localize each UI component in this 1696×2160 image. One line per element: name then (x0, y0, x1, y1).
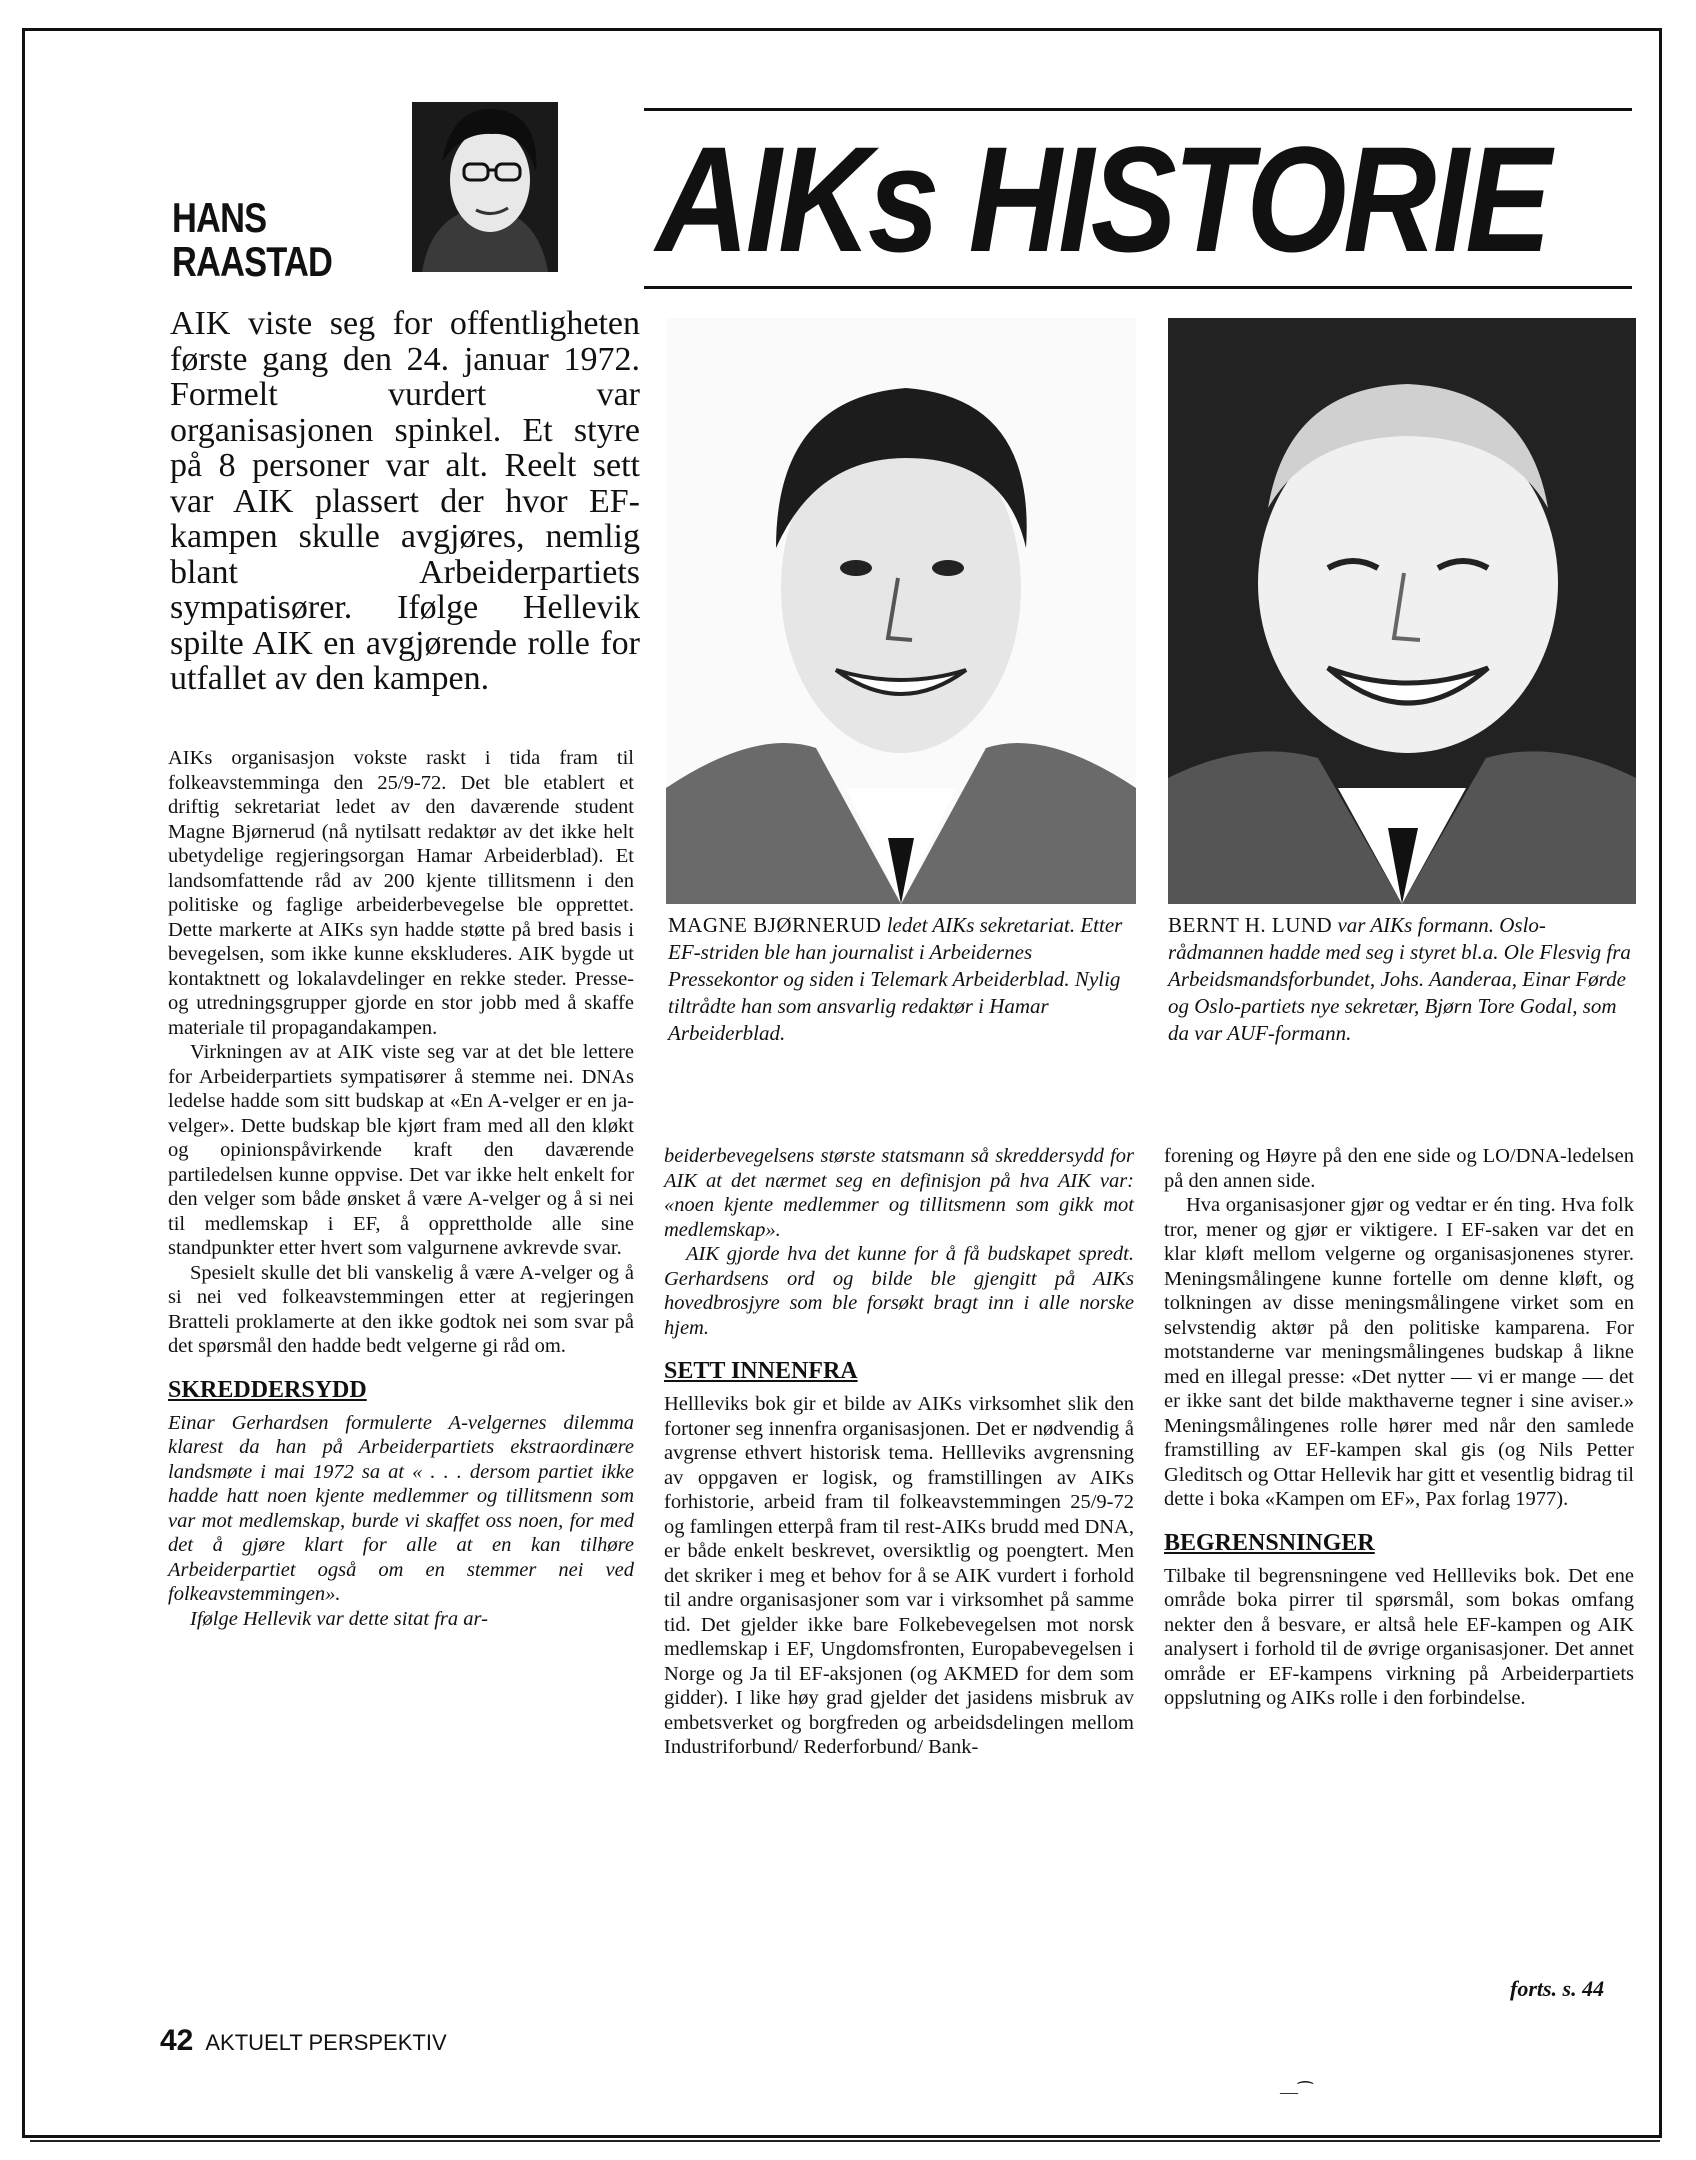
column-2 (664, 1144, 1134, 1760)
bottom-rule (30, 2140, 1660, 2142)
paragraph: Hva organisasjoner gjør og vedtar er én ting. Hva folk tror, mener og gjør er viktigere. I EF-saken var det en klar kløft mellom velgerne og organisasjonenes styrer. Meningsmålingene kunne fortelle om denne kløft, og tolkningen av disse meningsmålingene virket som en selvstendig aktør på den politiske kamparena. For motstanderne var meningsmålingenes budskap å likne med en illegal presse: «Det nytter — vi er mange — det er ikke sant det bilde makthaverne tegner i sine aviser.» Meningsmålingenes rolle hører med når den samlede framstilling av EF-kampen skal gis (og Nils Petter Gleditsch og Ottar Hellevik har gitt et vesentlig bidrag til dette i boka «Kampen om EF», Pax forlag 1977). (1164, 1194, 1634, 1510)
publication-name: AKTUELT PERSPEKTIV (205, 2030, 447, 2055)
paragraph: Virkningen av at AIK viste seg var at det ble lettere for Arbeiderpartiets sympatisører å stemme nei. DNAs ledelse hadde som sitt budskap at «En A-velger er en ja-velger». Dette budskap ble kjørt fram med all den kløkt og opinionspåvirkende kraft den daværende partiledelsen kunne oppvise. Det var ikke helt enkelt for den velger som både ønsket å være A-velger og å si nei til medlemskap i EF, å opprettholde alle sine standpunkter etter hvert som valgurnene avkrevde svar. (168, 1041, 634, 1259)
page-footer (160, 2024, 447, 2058)
caption-text: var AIKs formann. Oslo-rådmannen hadde med seg i styret bl.a. Ole Flesvig fra Arbeidsmandsforbundet, Johs. Aanderaa, Einar Førde og Oslo-partiets nye sekretær, Bjørn Tore Godal, som da var AUF-formann. (1168, 913, 1631, 1045)
paragraph: Tilbake til begrensningene ved Hellleviks bok. Det ene område boka pirrer til spørsmål, som bokas omfang nekter den å besvare, er altså hele EF-kampen og AIK analysert i forhold til de øvrige organisasjoner. Det annet område er EF-kampens virkning på Arbeiderpartiets oppslutning og AIKs rolle i den forbindelse. (1164, 1564, 1634, 1709)
subhead-sett-innenfra: SETT INNENFRA (664, 1358, 858, 1384)
paragraph: AIKs organisasjon vokste raskt i tida fram til folkeavstemminga den 25/9-72. Det ble etablert et driftig sekretariat ledet av den daværende student Magne Bjørnerud (nå nytilsatt redaktør av det ikke helt ubetydelige regjeringsorgan Hamar Arbeiderblad). Et landsomfattende råd av 200 kjente tillitsmenn i den politiske og faglige arbeiderbevegelse ble opprettet. Dette markerte at AIKs syn hadde støtte på bred basis i bevegelsen, som ikke kunne ekskluderes. AIK bygde ut kontaktnett og lokalavdelinger en rekke steder. Presse- og utredningsgrupper gjorde en stor jobb med å skaffe materiale til propagandakampen. (168, 747, 634, 1039)
caption-name: MAGNE BJØRNERUD (668, 913, 882, 937)
paragraph: Ifølge Hellevik var dette sitat fra ar- (190, 1607, 488, 1630)
author-byline (172, 196, 332, 284)
paragraph: forening og Høyre på den ene side og LO/DNA-ledelsen på den annen side. (1164, 1145, 1634, 1192)
lede-paragraph: AIK viste seg for offentligheten første gang den 24. januar 1972. Formelt vurdert var organisasjonen spinkel. Et styre på 8 personer var alt. Reelt sett var AIK plassert der hvor EF-kampen skulle avgjøres, nemlig blant Arbeiderpartiets sympatisører. Ifølge Hellevik spilte AIK en avgjørende rolle for utfallet av den kampen. (170, 305, 640, 697)
caption-name: BERNT H. LUND (1168, 913, 1333, 937)
article-title: AIKs HISTORIE (656, 115, 1548, 283)
author-portrait (412, 102, 558, 272)
paragraph: beiderbevegelsens største statsmann så skreddersydd for AIK at det nærmet seg en definisjon på hva AIK var: «noen kjente medlemmer og tillitsmenn som gikk mot medlemskap». (664, 1145, 1134, 1241)
paragraph: AIK gjorde hva det kunne for å få budskapet spredt. Gerhardsens ord og bilde ble gjengitt på AIKs hovedbrosjyre som ble forsøkt bragt inn i alle norske hjem. (664, 1243, 1134, 1339)
paragraph: Hellleviks bok gir et bilde av AIKs virksomhet slik den fortoner seg innenfra organisasjonen. Det er nødvendig å avgrense ethvert historisk tema. Hellleviks avgrensning av oppgaven er logisk, og framstillingen av AIKs forhistorie, arbeid fram til folkeavstemmingen 25/9-72 og famlingen etterpå fram til rest-AIKs brudd med DNA, er både enkelt beskrevet, oversiktlig og poengtert. Men det skriker i meg et behov for å se AIK vurdert i forhold til andre organisasjoner som var i virksomhet på samme tid. Det gjelder ikke bare Folkebevegelsen mot norsk medlemskap i EF, Ungdomsfronten, Europabevegelsen i Norge og Ja til EF-aksjonen (og AKMED for dem som gidder). I like høy grad gjelder det jasidens misbruk av embetsverket og borgfreden og arbeidsdelingen mellom Industriforbund/ Rederforbund/ Bank- (664, 1393, 1134, 1758)
print-marks: —⁀ (1280, 2082, 1313, 2102)
author-first-name: HANS (172, 194, 267, 241)
caption-bernt-h-lund (1168, 912, 1638, 1047)
column-1 (168, 746, 634, 1631)
photo-bernt-h-lund (1168, 318, 1636, 904)
column-3 (1164, 1144, 1634, 1711)
caption-text: ledet AIKs sekretariat. Etter EF-striden ble han journalist i Arbeidernes Pressekontor og siden i Telemark Arbeiderblad. Nylig tiltrådte han som ansvarlig redaktør i Hamar Arbeiderblad. (668, 913, 1123, 1045)
caption-magne-bjornerud (668, 912, 1136, 1047)
author-last-name: RAASTAD (172, 238, 333, 285)
paragraph: Spesielt skulle det bli vanskelig å være A-velger og å si nei ved folkeavstemmingen etter at regjeringen Bratteli proklamerte at den ikke godtok nei som svar på det spørsmål den hadde bedt velgerne gi råd om. (168, 1261, 634, 1357)
title-rule-bottom (644, 286, 1632, 289)
page-number: 42 (160, 2024, 194, 2057)
subhead-begrensninger: BEGRENSNINGER (1164, 1529, 1375, 1556)
paragraph: Einar Gerhardsen formulerte A-velgernes dilemma klarest da han på Arbeiderpartiets ekstraordinære landsmøte i mai 1972 sa at « . . . dersom partiet ikke hadde hatt noen kjente medlemmer og tillitsmenn som var mot medlemskap, burde vi skaffet oss noen, for med det å gjøre klart for alle at en kan tilhøre Arbeiderpartiet også om en stemmer nei ved folkeavstemmingen». (168, 1411, 634, 1605)
title-rule-top (644, 108, 1632, 111)
subhead-skreddersydd: SKREDDERSYDD (168, 1376, 367, 1403)
continued-note: forts. s. 44 (1510, 1976, 1605, 2001)
photo-magne-bjornerud (666, 318, 1136, 904)
